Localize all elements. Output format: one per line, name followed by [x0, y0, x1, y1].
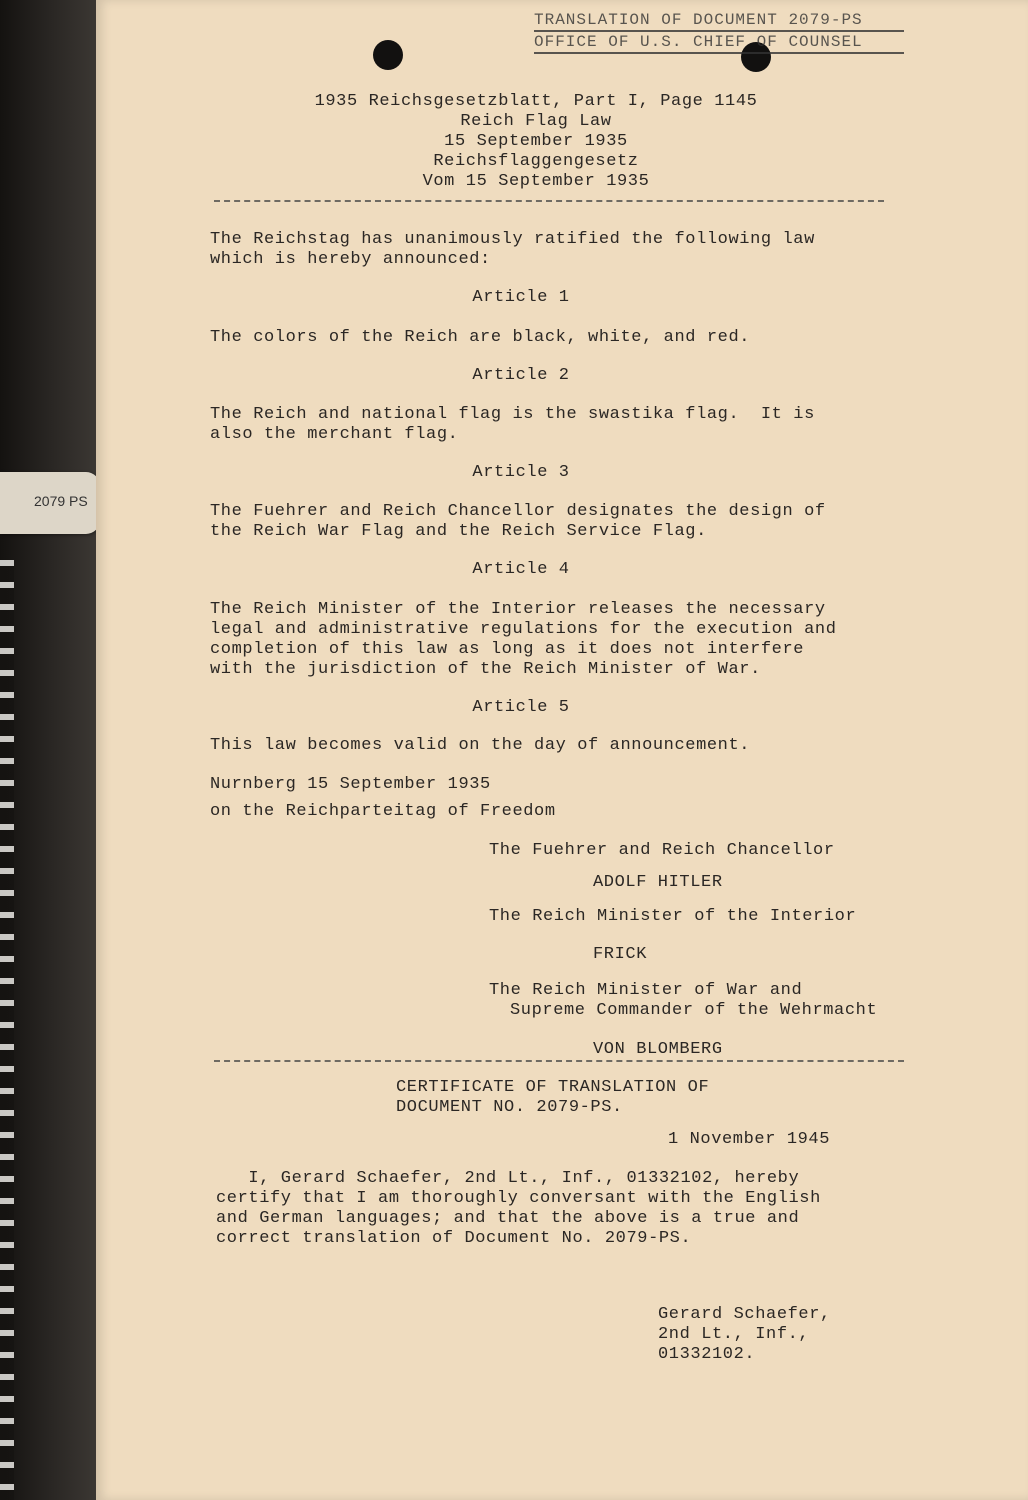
heading-line: Vom 15 September 1935	[422, 172, 650, 191]
stamp-line: TRANSLATION OF DOCUMENT 2079-PS	[534, 10, 904, 32]
stamp-line: OFFICE OF U.S. CHIEF OF COUNSEL	[534, 32, 904, 54]
certificate-text: correct translation of Document No. 2079-PS.	[216, 1229, 692, 1248]
heading-line: Reichsflaggengesetz	[433, 152, 639, 171]
certificate-text: certify that I am thoroughly conversant with the English	[216, 1189, 821, 1208]
signatory-title: The Fuehrer and Reich Chancellor	[489, 841, 835, 860]
translation-stamp	[534, 10, 904, 52]
signatory-title: Supreme Commander of the Wehrmacht	[510, 1001, 878, 1020]
certificate-text: I, Gerard Schaefer, 2nd Lt., Inf., 01332102, hereby	[216, 1169, 800, 1188]
certificate-date: 1 November 1945	[668, 1130, 831, 1149]
article-text: also the merchant flag.	[210, 425, 459, 444]
article-title: Article 5	[472, 698, 570, 717]
article-title: Article 2	[472, 366, 570, 385]
binder-rings	[0, 560, 14, 1500]
signatory-title: The Reich Minister of War and	[489, 981, 803, 1000]
heading-line: Reich Flag Law	[460, 112, 612, 131]
article-title: Article 3	[472, 463, 570, 482]
article-text: with the jurisdiction of the Reich Minister of War.	[210, 660, 761, 679]
punch-hole	[373, 40, 403, 70]
article-text: This law becomes valid on the day of announcement.	[210, 736, 751, 755]
article-text: The Fuehrer and Reich Chancellor designates the design of	[210, 502, 826, 521]
certifier-signature: Gerard Schaefer,	[658, 1305, 831, 1324]
article-text: legal and administrative regulations for the execution and	[210, 620, 837, 639]
article-text: the Reich War Flag and the Reich Service Flag.	[210, 522, 707, 541]
binder-spine	[0, 0, 96, 1500]
certificate-text: and German languages; and that the above is a true and	[216, 1209, 800, 1228]
signatory-title: The Reich Minister of the Interior	[489, 907, 857, 926]
divider	[214, 200, 884, 202]
certificate-heading: CERTIFICATE OF TRANSLATION OF	[396, 1078, 710, 1097]
heading-line: 1935 Reichsgesetzblatt, Part I, Page 1145	[314, 92, 758, 111]
document-page	[96, 0, 1028, 1500]
intro-line: which is hereby announced:	[210, 250, 491, 269]
divider	[214, 1060, 904, 1062]
place-date-line: Nurnberg 15 September 1935	[210, 775, 491, 794]
binder-tab-label: 2079 PS	[34, 493, 88, 509]
article-text: The colors of the Reich are black, white, and red.	[210, 328, 751, 347]
article-text: The Reich and national flag is the swastika flag. It is	[210, 405, 815, 424]
signatory-name: VON BLOMBERG	[593, 1040, 723, 1059]
certifier-signature: 2nd Lt., Inf.,	[658, 1325, 810, 1344]
place-date-line: on the Reichparteitag of Freedom	[210, 802, 556, 821]
article-text: The Reich Minister of the Interior releases the necessary	[210, 600, 826, 619]
article-title: Article 1	[472, 288, 570, 307]
signatory-name: FRICK	[593, 945, 648, 964]
binder-tab	[0, 472, 100, 534]
certificate-heading: DOCUMENT NO. 2079-PS.	[396, 1098, 623, 1117]
intro-line: The Reichstag has unanimously ratified the following law	[210, 230, 815, 249]
article-text: completion of this law as long as it does not interfere	[210, 640, 805, 659]
article-title: Article 4	[472, 560, 570, 579]
certifier-signature: 01332102.	[658, 1345, 756, 1364]
signatory-name: ADOLF HITLER	[593, 873, 723, 892]
heading-line: 15 September 1935	[444, 132, 628, 151]
